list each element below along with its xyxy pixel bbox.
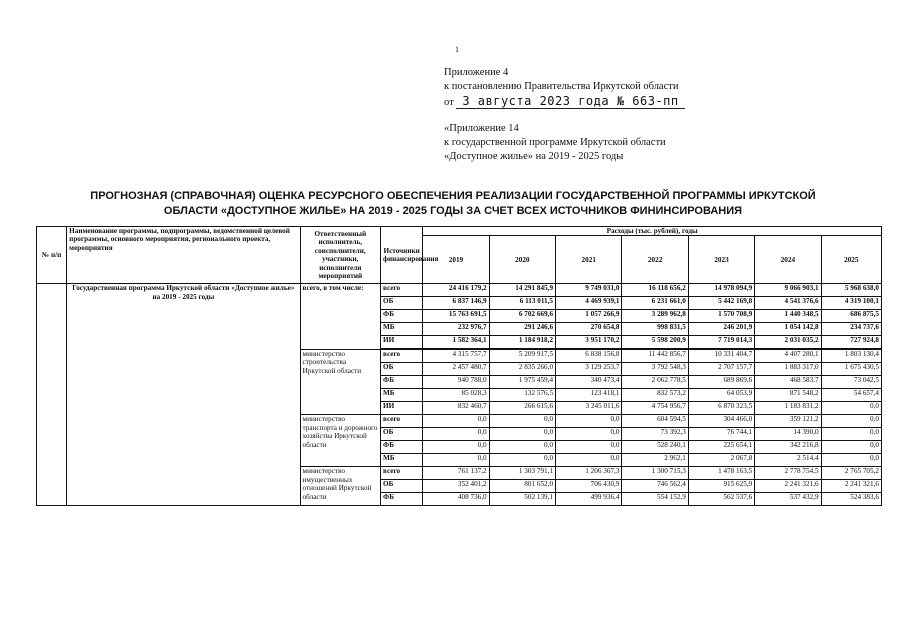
value-cell: 340 473,4 xyxy=(556,376,622,389)
value-cell: 9 749 031,0 xyxy=(556,284,622,297)
appendix-date-line xyxy=(444,94,685,110)
value-cell: 0,0 xyxy=(821,441,881,454)
value-cell: 1 206 367,3 xyxy=(556,467,622,480)
value-cell: 1 478 163,5 xyxy=(688,467,754,480)
header-name: Наименование программы, подпрограммы, ведомственной целевой программы, основного мероприятия, регионального проекта, мероприятия xyxy=(67,227,300,284)
value-cell: 123 418,1 xyxy=(556,389,622,402)
value-cell: 4 319 100,1 xyxy=(821,297,881,310)
source-cell: всего xyxy=(381,467,423,480)
value-cell: 1 582 364,1 xyxy=(423,336,489,350)
value-cell: 706 430,9 xyxy=(556,480,622,493)
group-responsible: министерство имущественных отношений Иркутской области xyxy=(300,467,380,506)
value-cell: 2 707 157,7 xyxy=(688,363,754,376)
value-cell: 3 129 253,7 xyxy=(556,363,622,376)
table-body xyxy=(37,284,882,506)
value-cell: 16 118 656,2 xyxy=(622,284,688,297)
source-cell: ОБ xyxy=(381,480,423,493)
value-cell: 11 442 856,7 xyxy=(622,349,688,363)
header-source: Источники финансирования xyxy=(381,227,423,284)
value-cell: 528 240,1 xyxy=(622,441,688,454)
group-responsible: министерство транспорта и дорожного хозяйства Иркутской области xyxy=(300,415,380,467)
value-cell: 4 407 280,1 xyxy=(755,349,821,363)
value-cell: 225 654,1 xyxy=(688,441,754,454)
value-cell: 0,0 xyxy=(556,415,622,428)
title-line-1: ПРОГНОЗНАЯ (СПРАВОЧНАЯ) ОЦЕНКА РЕСУРСНОГО ОБЕСПЕЧЕНИЯ РЕАЛИЗАЦИИ ГОСУДАРСТВЕННОЙ ПРОГРАММЫ ИРКУТСКОЙ xyxy=(90,190,816,202)
value-cell: 24 416 179,2 xyxy=(423,284,489,297)
date-prefix: от xyxy=(444,97,454,108)
value-cell: 0,0 xyxy=(489,454,555,467)
source-cell: всего xyxy=(381,284,423,297)
source-cell: ОБ xyxy=(381,363,423,376)
source-cell: МБ xyxy=(381,323,423,336)
value-cell: 6 838 156,8 xyxy=(556,349,622,363)
value-cell: 1 057 266,9 xyxy=(556,310,622,323)
value-cell: 304 466,0 xyxy=(688,415,754,428)
value-cell: 915 625,9 xyxy=(688,480,754,493)
value-cell: 0,0 xyxy=(821,454,881,467)
value-cell: 291 246,6 xyxy=(489,323,555,336)
header-year: 2019 xyxy=(423,236,489,284)
value-cell: 0,0 xyxy=(423,441,489,454)
header-year: 2025 xyxy=(821,236,881,284)
value-cell: 562 537,6 xyxy=(688,493,754,506)
document-title xyxy=(20,189,886,219)
value-cell: 0,0 xyxy=(556,454,622,467)
value-cell: 408 736,0 xyxy=(423,493,489,506)
value-cell: 998 831,5 xyxy=(622,323,688,336)
value-cell: 0,0 xyxy=(423,428,489,441)
source-cell: ФБ xyxy=(381,310,423,323)
value-cell: 686 875,5 xyxy=(821,310,881,323)
value-cell: 2 765 705,2 xyxy=(821,467,881,480)
header-year: 2022 xyxy=(622,236,688,284)
value-cell: 0,0 xyxy=(556,441,622,454)
source-cell: ОБ xyxy=(381,428,423,441)
quote-line-2: к государственной программе Иркутской области xyxy=(444,137,666,148)
value-cell: 761 137,2 xyxy=(423,467,489,480)
group-responsible: министерство строительства Иркутской области xyxy=(300,349,380,415)
value-cell: 10 331 404,7 xyxy=(688,349,754,363)
value-cell: 1 440 348,5 xyxy=(755,310,821,323)
value-cell: 1 570 708,9 xyxy=(688,310,754,323)
source-cell: МБ xyxy=(381,454,423,467)
value-cell: 4 315 757,7 xyxy=(423,349,489,363)
value-cell: 6 702 669,6 xyxy=(489,310,555,323)
value-cell: 5 442 169,8 xyxy=(688,297,754,310)
value-cell: 270 654,8 xyxy=(556,323,622,336)
table-row xyxy=(37,284,882,297)
value-cell: 2 457 480,7 xyxy=(423,363,489,376)
value-cell: 5 209 917,5 xyxy=(489,349,555,363)
value-cell: 342 216,8 xyxy=(755,441,821,454)
value-cell: 6 870 323,5 xyxy=(688,402,754,415)
value-cell: 14 978 094,9 xyxy=(688,284,754,297)
value-cell: 524 383,6 xyxy=(821,493,881,506)
header-year: 2021 xyxy=(556,236,622,284)
program-responsible: всего, в том числе: xyxy=(300,284,380,350)
source-cell: всего xyxy=(381,415,423,428)
value-cell: 727 924,8 xyxy=(821,336,881,350)
value-cell: 85 028,3 xyxy=(423,389,489,402)
value-cell: 15 763 691,5 xyxy=(423,310,489,323)
value-cell: 6 113 011,5 xyxy=(489,297,555,310)
quote-line-3: «Доступное жилье» на 2019 - 2025 годы xyxy=(444,151,624,162)
value-cell: 9 066 903,1 xyxy=(755,284,821,297)
value-cell: 801 652,0 xyxy=(489,480,555,493)
value-cell: 6 837 146,9 xyxy=(423,297,489,310)
value-cell: 3 289 962,8 xyxy=(622,310,688,323)
header-year: 2024 xyxy=(755,236,821,284)
value-cell: 3 792 548,3 xyxy=(622,363,688,376)
value-cell: 0,0 xyxy=(489,441,555,454)
value-cell: 0,0 xyxy=(821,402,881,415)
value-cell: 14 291 845,9 xyxy=(489,284,555,297)
value-cell: 537 432,9 xyxy=(755,493,821,506)
value-cell: 1 803 130,4 xyxy=(821,349,881,363)
value-cell: 54 657,4 xyxy=(821,389,881,402)
value-cell: 3 951 170,2 xyxy=(556,336,622,350)
value-cell: 2 031 035,2 xyxy=(755,336,821,350)
value-cell: 502 139,1 xyxy=(489,493,555,506)
value-cell: 940 788,0 xyxy=(423,376,489,389)
quote-line-1: «Приложение 14 xyxy=(444,123,519,134)
value-cell: 266 615,6 xyxy=(489,402,555,415)
value-cell: 4 541 376,6 xyxy=(755,297,821,310)
value-cell: 0,0 xyxy=(821,428,881,441)
value-cell: 604 594,5 xyxy=(622,415,688,428)
value-cell: 6 231 661,0 xyxy=(622,297,688,310)
value-cell: 3 245 011,6 xyxy=(556,402,622,415)
value-cell: 4 754 956,7 xyxy=(622,402,688,415)
value-cell: 1 675 430,5 xyxy=(821,363,881,376)
value-cell: 234 737,6 xyxy=(821,323,881,336)
value-cell: 0,0 xyxy=(423,454,489,467)
source-cell: ИИ xyxy=(381,336,423,350)
source-cell: ФБ xyxy=(381,376,423,389)
value-cell: 1 300 715,3 xyxy=(622,467,688,480)
value-cell: 14 390,0 xyxy=(755,428,821,441)
value-cell: 0,0 xyxy=(489,428,555,441)
value-cell: 832 460,7 xyxy=(423,402,489,415)
value-cell: 0,0 xyxy=(423,415,489,428)
value-cell: 554 152,9 xyxy=(622,493,688,506)
value-cell: 1 975 459,4 xyxy=(489,376,555,389)
value-cell: 1 883 317,0 xyxy=(755,363,821,376)
value-cell: 1 183 831,2 xyxy=(755,402,821,415)
header-year: 2023 xyxy=(688,236,754,284)
value-cell: 64 053,9 xyxy=(688,389,754,402)
value-cell: 1 303 791,1 xyxy=(489,467,555,480)
header-expenses: Расходы (тыс. рублей), годы xyxy=(423,227,882,236)
value-cell: 0,0 xyxy=(821,415,881,428)
source-cell: всего xyxy=(381,349,423,363)
appendix-block xyxy=(444,66,685,164)
value-cell: 468 583,7 xyxy=(755,376,821,389)
value-cell: 1 054 142,8 xyxy=(755,323,821,336)
value-cell: 0,0 xyxy=(489,415,555,428)
value-cell: 2 241 321,6 xyxy=(755,480,821,493)
value-cell: 4 469 939,1 xyxy=(556,297,622,310)
value-cell: 7 719 014,3 xyxy=(688,336,754,350)
source-cell: ОБ xyxy=(381,297,423,310)
value-cell: 832 573,2 xyxy=(622,389,688,402)
value-cell: 2 835 266,0 xyxy=(489,363,555,376)
value-cell: 246 201,9 xyxy=(688,323,754,336)
value-cell: 2 778 754,5 xyxy=(755,467,821,480)
value-cell: 73 042,5 xyxy=(821,376,881,389)
value-cell: 1 184 918,2 xyxy=(489,336,555,350)
value-cell: 689 869,6 xyxy=(688,376,754,389)
value-cell: 232 976,7 xyxy=(423,323,489,336)
resource-table xyxy=(36,226,882,506)
value-cell: 5 968 638,0 xyxy=(821,284,881,297)
row-num-cell xyxy=(37,284,67,506)
source-cell: ИИ xyxy=(381,402,423,415)
handwritten-date: 3 августа 2023 года № 663-пп xyxy=(456,94,684,109)
title-line-2: ОБЛАСТИ «ДОСТУПНОЕ ЖИЛЬЕ» НА 2019 - 2025 ГОДЫ ЗА СЧЕТ ВСЕХ ИСТОЧНИКОВ ФИНИНСИРОВАНИЯ xyxy=(163,205,743,217)
value-cell: 499 936,4 xyxy=(556,493,622,506)
source-cell: ФБ xyxy=(381,441,423,454)
value-cell: 871 548,2 xyxy=(755,389,821,402)
value-cell: 2 241 321,6 xyxy=(821,480,881,493)
header-year: 2020 xyxy=(489,236,555,284)
appendix-line-2: к постановлению Правительства Иркутской области xyxy=(444,81,679,92)
value-cell: 2 962,1 xyxy=(622,454,688,467)
program-name: Государственная программа Иркутской области «Доступное жилье» на 2019 - 2025 годы xyxy=(67,284,300,506)
header-num: № п/п xyxy=(37,227,67,284)
value-cell: 2 514,4 xyxy=(755,454,821,467)
value-cell: 2 067,8 xyxy=(688,454,754,467)
page-number: 1 xyxy=(455,45,459,54)
value-cell: 76 744,1 xyxy=(688,428,754,441)
value-cell: 0,0 xyxy=(556,428,622,441)
appendix-line-1: Приложение 4 xyxy=(444,67,509,78)
value-cell: 73 392,3 xyxy=(622,428,688,441)
source-cell: МБ xyxy=(381,389,423,402)
value-cell: 132 576,5 xyxy=(489,389,555,402)
value-cell: 746 562,4 xyxy=(622,480,688,493)
header-responsible: Ответственный исполнитель, соисполнители, участники, исполнители мероприятий xyxy=(300,227,380,284)
value-cell: 5 598 200,9 xyxy=(622,336,688,350)
source-cell: ФБ xyxy=(381,493,423,506)
value-cell: 359 121,2 xyxy=(755,415,821,428)
value-cell: 2 062 778,5 xyxy=(622,376,688,389)
value-cell: 352 401,2 xyxy=(423,480,489,493)
